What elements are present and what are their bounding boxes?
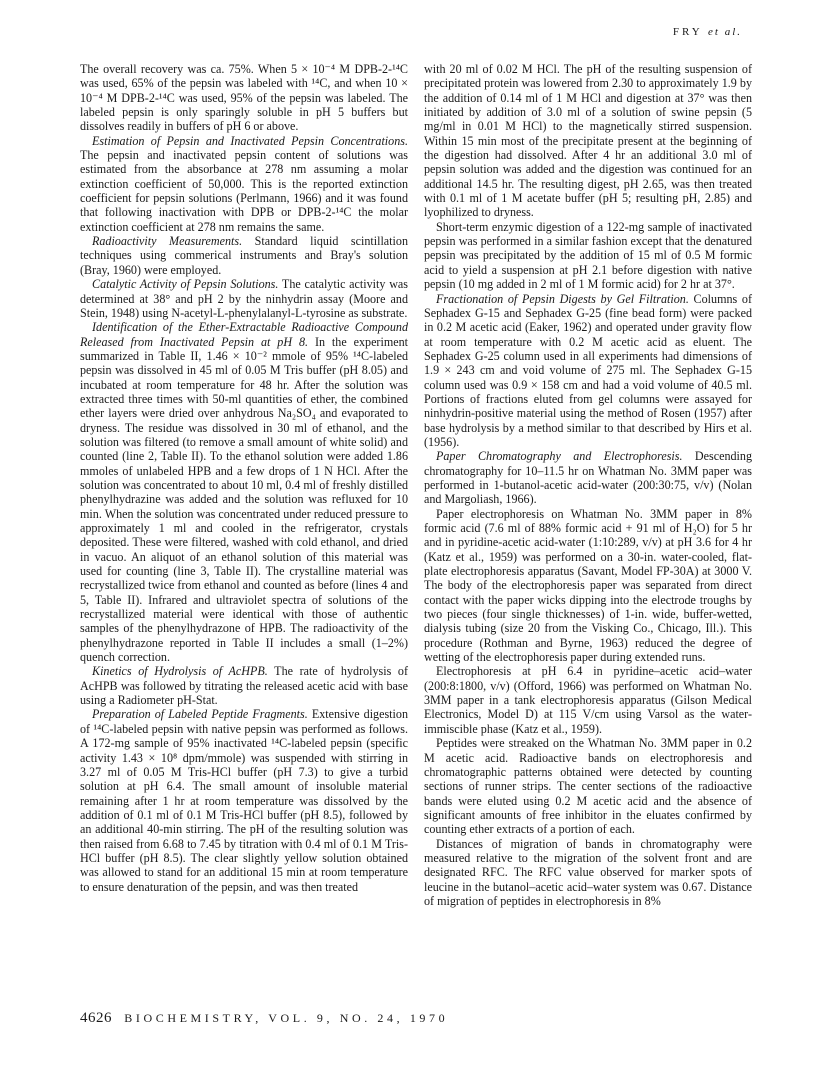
section-heading: Paper Chromatography and Electrophoresis.	[436, 449, 683, 464]
paragraph	[424, 220, 752, 292]
paragraph	[424, 736, 752, 836]
paragraph	[80, 277, 408, 320]
running-head-etal: et al.	[708, 26, 742, 38]
running-head	[673, 26, 742, 38]
paragraph	[424, 664, 752, 736]
paragraph-text: In the experiment summarized in Table II, 1.46 × 10⁻² mmole of 95% ¹⁴C-labeled pepsin was dissolved in 45 ml of 0.05 M Tris buffer (pH 8.05) and incubated at room temperature for 48 hr. After the solution was extracted three times with 50-ml quantities of ether, the combined ether layers were dried over anhydrous Na₂SO₄ and evaporated to dryness. The residue was dissolved in 30 ml of ethanol, and the solution was filtered (to remove a small amount of white solid) and counted (line 2, Table II). To the ethanol solution were added 1.86 mmoles of unlabeled HPB and a few drops of 1 N HCl. After the solution was concentrated to about 10 ml, 0.4 ml of freshly distilled phenylhydrazine was added and the solution was refluxed for 10 min. When the solution was concentrated under reduced pressure to approximately 1 ml and cooled in the refrigerator, crystals deposited. These were filtered, washed with cold ethanol, and dried in vacuo. An aliquot of an ethanol solution of this material was used for counting (line 3, Table II). The crystalline material was recrystallized twice from ethanol and counted as before (lines 4 and 5, Table II). Infrared and ultraviolet spectra of solutions of the recrystallized material were identical with those of authentic samples of the phenylhydrazone of HPB. The radioactivity of the phenylhydrazone reported in Table II includes a small (1–2%) quench correction.	[80, 334, 408, 665]
paragraph	[424, 507, 752, 665]
paragraph-text: The rate of hydrolysis of AcHPB was followed by titrating the released acetic acid with base using a Radiometer pH-Stat.	[80, 664, 408, 708]
page-footer	[80, 1010, 448, 1027]
paragraph-text: The pepsin and inactivated pepsin content of solutions was estimated from the absorbance at 278 nm assuming a molar extinction coefficient of 50,000. This is the reported extinction coefficient for pepsin solutions (Perlmann, 1966) and it was found that following inactivation with DPB or DPB-2-¹⁴C the molar extinction coefficient at 278 nm remains the same.	[80, 148, 408, 234]
paragraph	[424, 62, 752, 220]
paragraph	[424, 449, 752, 506]
paragraph	[424, 292, 752, 450]
paragraph-text: Columns of Sephadex G-15 and Sephadex G-25 (fine bead form) were packed in 0.2 M acetic acid (Eaker, 1962) and operated under gravity flow at room temperature with 0.2 M acetic acid as eluent. The Sephadex G-25 column used in all experiments had dimensions of 1.9 × 243 cm and void volume of 275 ml. The Sephadex G-15 column used was 0.9 × 158 cm and had a void volume of 40.5 ml. Portions of fractions eluted from gel columns were assayed for ninhydrin-positive material using the method of Rosen (1957) after base hydrolysis by a method similar to that described by Hirs et al. (1956).	[424, 291, 752, 449]
paragraph	[424, 837, 752, 909]
paragraph-text: The overall recovery was ca. 75%. When 5 × 10⁻⁴ M DPB-2-¹⁴C was used, 65% of the pepsin was labeled with ¹⁴C, and when 10 × 10⁻⁴ M DPB-2-¹⁴C was used, 95% of the pepsin was labeled. The labeled pepsin is only sparingly soluble in pH 5 buffers but dissolves readily in buffers of pH 6 or above.	[80, 62, 408, 134]
paragraph	[80, 62, 408, 134]
paragraph	[80, 664, 408, 707]
section-heading: Catalytic Activity of Pepsin Solutions.	[92, 277, 279, 292]
section-heading: Radioactivity Measurements.	[92, 234, 243, 249]
paragraph	[80, 234, 408, 277]
running-head-author: FRY	[672, 26, 703, 38]
paragraph-text: Standard liquid scintillation techniques using commerical instruments and Bray's solution (Bray, 1960) were employed.	[80, 234, 408, 277]
section-heading: Kinetics of Hydrolysis of AcHPB.	[92, 664, 268, 679]
paragraph	[80, 707, 408, 893]
section-heading: Estimation of Pepsin and Inactivated Pepsin Concentrations.	[92, 133, 408, 148]
paragraph	[80, 134, 408, 234]
page-number: 4626	[80, 1010, 112, 1026]
journal-citation: BIOCHEMISTRY, VOL. 9, NO. 24, 1970	[124, 1011, 449, 1025]
paragraph-text: Short-term enzymic digestion of a 122-mg sample of inactivated pepsin was performed in a similar fashion except that the denatured pepsin was precipitated by the addition of 15 ml of 0.5 M formic acid to yield a suspension at pH 2.1 before digestion with native pepsin (10 mg added in 2 ml of 1 M formic acid) for 2 hr at 37°.	[424, 219, 752, 292]
section-heading: Identification of the Ether-Extractable Radioactive Compound Released from Inactivated Pepsin at pH 8.	[80, 320, 408, 349]
paragraph-text: The catalytic activity was determined at 38° and pH 2 by the ninhydrin assay (Moore and Stein, 1948) using N-acetyl-L-phenylalanyl-L-tyrosine as substrate.	[80, 277, 409, 320]
left-column	[80, 62, 408, 894]
paragraph-text: with 20 ml of 0.02 M HCl. The pH of the resulting suspension of precipitated protein was lowered from 2.30 to approximately 1.9 by the addition of 0.14 ml of 1 M HCl and digestion at 37° was then initiated by addition of 3.0 ml of a solution of swine pepsin (5 mg/ml in 0.01 M HCl) to the magnetically stirred suspension. Within 15 min most of the precipitate present at the beginning of the digestion had dissolved. After 4 hr an additional 3.0 ml of pepsin solution was added and the digestion was continued for an additional 14.5 hr. The resulting digest, pH 2.65, was then treated with 0.1 ml of 1 M acetate buffer (pH 5; resulting pH, 2.85) and lyophilized to dryness.	[424, 62, 752, 220]
paragraph-text: Distances of migration of bands in chromatography were measured relative to the migration of the solvent front and are designated RFC. The RFC value observed for marker spots of leucine in the butanol–acetic acid–water system was 0.67. Distance of migration of peptides in electrophoresis in 8%	[424, 836, 752, 908]
paragraph-text: Peptides were streaked on the Whatman No. 3MM paper in 0.2 M acetic acid. Radioactive bands on electrophoresis and chromatographic patterns obtained were detected by counting sections of runner strips. The center sections of the radioactive bands were eluted using 0.2 M acetic acid and the absence of significant amounts of free inhibitor in the eluates confirmed by counting ether extracts of a portion of each.	[424, 736, 752, 837]
paragraph	[80, 320, 408, 664]
section-heading: Preparation of Labeled Peptide Fragments.	[92, 707, 308, 722]
paragraph-text: Extensive digestion of ¹⁴C-labeled pepsin with native pepsin was performed as follows. A 172-mg sample of 95% inactivated ¹⁴C-labeled pepsin (specific activity 1.43 × 10⁸ dpm/mmole) was suspended with stirring in 3.27 ml of 0.05 M Tris-HCl buffer (pH 7.3) to give a turbid solution at pH 6.4. The small amount of insoluble material remaining after 1 hr at room temperature was dissolved by the addition of 0.1 ml of 0.1 M Tris-HCl buffer (pH 8.5), followed by an additional 40-min stirring. The pH of the resulting solution was then raised from 6.68 to 7.45 by titration with 0.4 ml of 0.1 M Tris-HCl buffer (pH 8.5). The clear slightly yellow solution obtained was allowed to stand for an additional 15 min at room temperature to ensure denaturation of the pepsin, and was then treated	[80, 707, 408, 894]
paragraph-text: Paper electrophoresis on Whatman No. 3MM paper in 8% formic acid (7.6 ml of 88% formic acid + 91 ml of H₂O) for 5 hr and in pyridine-acetic acid-water (1:10:289, v/v) at pH 3.6 for 4 hr (Katz et al., 1959) was performed on a 30-in. water-cooled, flat-plate electrophoresis apparatus (Savant, Model FP-30A) at 3000 V. The body of the electrophoresis paper was separated from direct contact with the paper wicks dipping into the electrode troughs by two pieces (four single thicknesses) of 1-in. wide, buffer-wetted, dialysis tubing (size 20 from the Visking Co., Chicago, Ill.). This procedure (Rothman and Byrne, 1963) reduced the degree of wetting of the electrophoresis paper during extended runs.	[424, 506, 752, 665]
paragraph-text: Electrophoresis at pH 6.4 in pyridine–acetic acid–water (200:8:1800, v/v) (Offord, 1966) was performed on Whatman No. 3MM paper in a tank electrophoresis apparatus (Gilson Medical Electronics, Model D) at 115 V/cm using Varsol as the water-immiscible phase (Katz et al., 1959).	[424, 664, 752, 736]
paragraph-text: Descending chromatography for 10–11.5 hr on Whatman No. 3MM paper was performed in 1-butanol-acetic acid-water (200:30:75, v/v) (Nolan and Margoliash, 1966).	[424, 449, 752, 507]
section-heading: Fractionation of Pepsin Digests by Gel Filtration.	[436, 291, 689, 306]
right-column	[424, 62, 752, 908]
